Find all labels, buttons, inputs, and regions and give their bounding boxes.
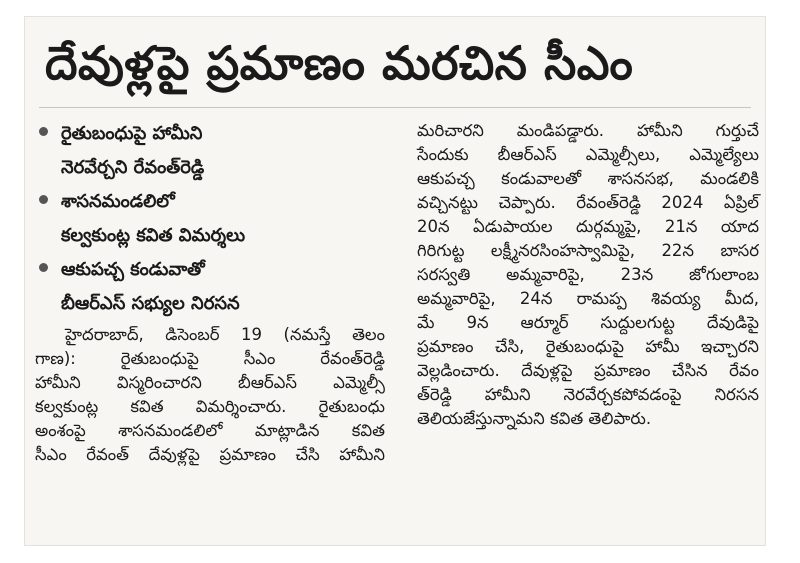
bullet-dot-icon [39,127,48,136]
body-line: వెల్లడించారు. దేవుళ్లపై ప్రమాణం చేసిన రేవం [417,361,759,380]
bullet-line: రైతుబంధుపై హామీని [61,123,203,144]
body-line: తెలియజేస్తున్నామని కవిత తెలిపారు. [417,409,652,428]
bullet-line: బీఆర్‌ఎస్‌ సభ్యుల నిరసన [61,293,240,314]
article-body-left [35,323,395,467]
body-line: మే 9న ఆర్మూర్‌ సుద్దులగుట్ట దేవుడిపై [417,313,759,332]
body-line: ప్రమాణం చేసి, రైతుబంధుపై హామీ ఇచ్చారని [417,337,759,356]
body-line: సరస్వతి అమ్మవారిపై, 23న జోగులాంబ [417,265,759,284]
body-line: సేందుకు బీఆర్‌ఎస్‌ ఎమ్మెల్సీలు, ఎమ్మెల్యేలు [417,145,759,164]
headline-divider [39,107,751,108]
bullet-dot-icon [39,263,48,272]
bullet-line: కల్వకుంట్ల కవిత విమర్శలు [61,225,246,246]
body-line: గిరిగుట్ట లక్ష్మీనరసింహస్వామిపై, 22న బాసర [417,241,759,260]
bullet-line: శాసనమండలిలో [61,191,175,212]
bullet-item [35,185,395,253]
body-line: కల్వకుంట్ల కవిత విమర్శించారు. రైతుబంధు [35,397,385,416]
body-line: మరిచారని మండిపడ్డారు. హామీని గుర్తుచే [417,121,759,140]
news-clipping [24,16,766,546]
body-line: ఆకుపచ్చ కండువాలతో శాసనసభ, మండలికి [417,169,759,188]
body-line: హామీని విస్మరించారని బీఆర్‌ఎస్‌ ఎమ్మెల్సీ [35,373,385,392]
body-line: వచ్చినట్టు చెప్పారు. రేవంత్‌రెడ్డి 2024 ఏప్రిల్‌ [417,193,759,212]
bullet-item [35,253,395,321]
right-column [417,117,761,431]
body-line: గాణ): రైతుబంధుపై సీఎం రేవంత్‌రెడ్డి [35,349,385,368]
bullet-line: ఆకుపచ్చ కండువాతో [61,259,205,280]
bullet-line: నెరవేర్చని రేవంత్‌రెడ్డి [61,157,205,178]
body-line: అమ్మవారిపై, 24న రామప్ప శివయ్య మీద, [417,289,759,308]
body-line: సీఎం రేవంత్‌ దేవుళ్లపై ప్రమాణం చేసి హామీని [35,445,385,464]
bullet-item [35,117,395,185]
body-line: త్‌రెడ్డి హామీని నెరవేర్చకపోవడంపై నిరసన [417,385,759,404]
body-line: 20న ఏడుపాయల దుర్గమ్మపై, 21న యాద [417,217,759,236]
bullet-dot-icon [39,195,48,204]
article-body-right [417,119,761,431]
body-line: అంశంపై శాసనమండలిలో మాట్లాడిన కవిత [35,421,385,440]
left-column [35,117,395,467]
headline: దేవుళ్లపై ప్రమాణం మరచిన సీఎం [45,36,634,90]
body-line: హైదరాబాద్‌, డిసెంబర్‌ 19 (నమస్తే తెలం [65,325,385,344]
